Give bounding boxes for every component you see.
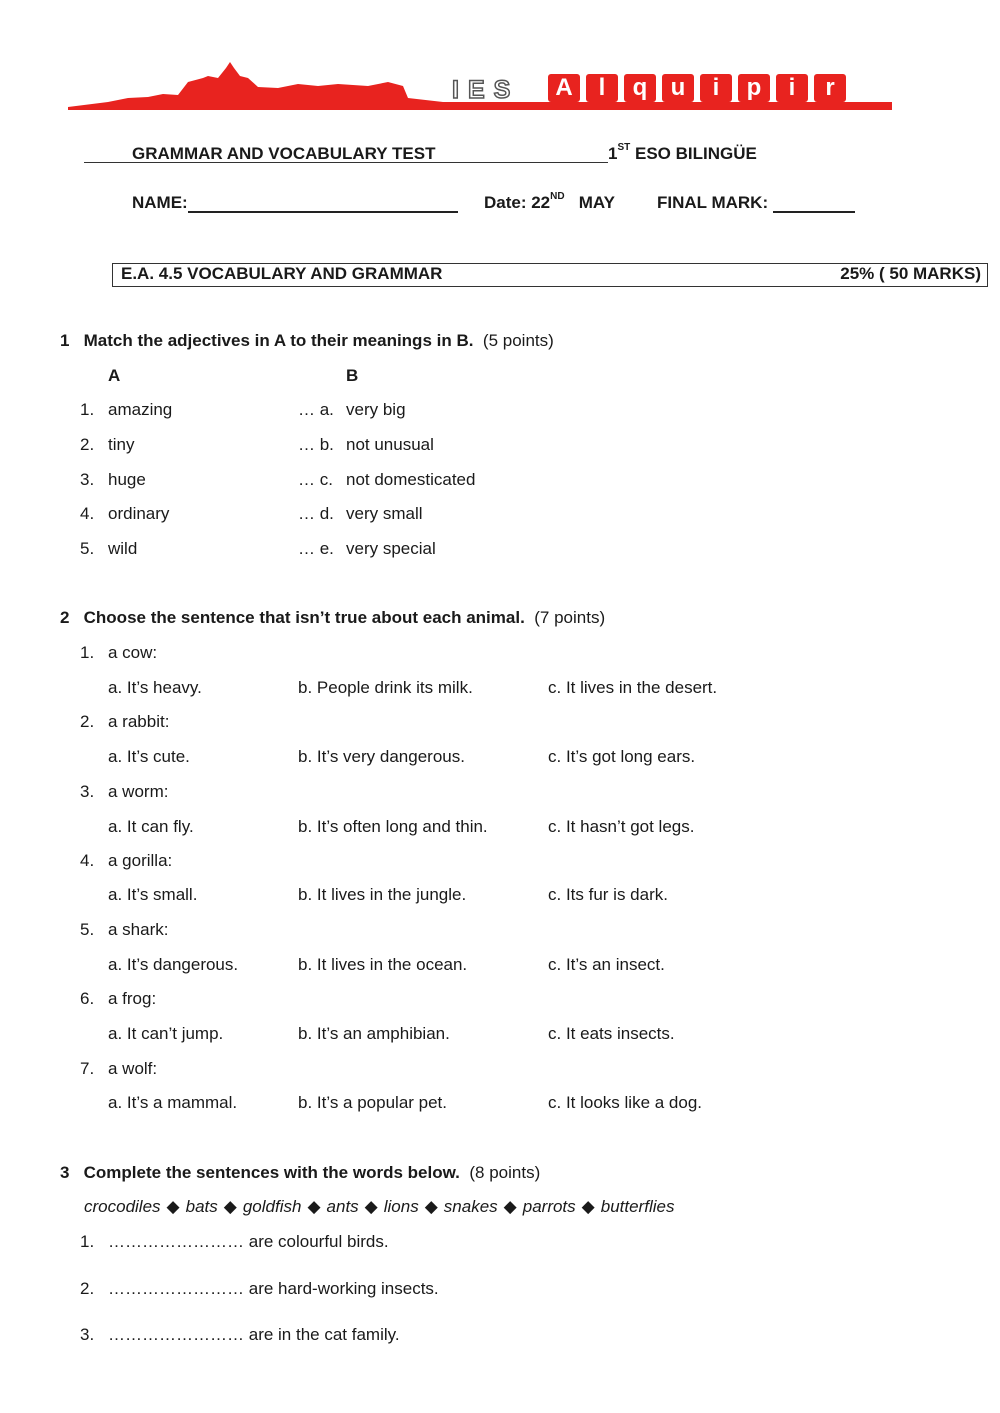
q1-col-b: B xyxy=(346,366,359,385)
date-row xyxy=(484,193,615,213)
q2-animal: a shark: xyxy=(108,920,169,939)
course-num: 1 xyxy=(608,144,618,163)
q2-option-c[interactable]: c. It lives in the desert. xyxy=(548,678,718,697)
q1-item-adjective: huge xyxy=(108,470,146,489)
q2-number: 2 xyxy=(60,608,70,627)
q2-option-c[interactable]: c. Its fur is dark. xyxy=(548,885,668,904)
q2-option-a[interactable]: a. It can’t jump. xyxy=(108,1024,224,1043)
q2-option-b[interactable]: b. People drink its milk. xyxy=(298,678,473,697)
q3-heading xyxy=(60,1163,540,1183)
q1-item-meaning: very special xyxy=(346,539,436,558)
q1-answer-slot[interactable]: … c. xyxy=(298,470,333,489)
q1-answer-slot[interactable]: … a. xyxy=(298,400,334,419)
q2-item-num: 5. xyxy=(80,920,95,939)
q2-option-b[interactable]: b. It’s very dangerous. xyxy=(298,747,465,766)
q2-option-b[interactable]: b. It lives in the ocean. xyxy=(298,955,468,974)
q1-item-adjective: tiny xyxy=(108,435,135,454)
q2-item-num: 4. xyxy=(80,851,95,870)
q2-item-num: 2. xyxy=(80,712,95,731)
q2-item-num: 6. xyxy=(80,989,95,1008)
q1-item-meaning: very small xyxy=(346,504,423,523)
q2-animal: a frog: xyxy=(108,989,157,1008)
q1-answer-slot[interactable]: … e. xyxy=(298,539,334,558)
q2-option-c[interactable]: c. It’s an insect. xyxy=(548,955,665,974)
q3-sentence-text: are colourful birds. xyxy=(248,1232,389,1251)
q2-animal: a gorilla: xyxy=(108,851,173,870)
q2-option-a[interactable]: a. It’s a mammal. xyxy=(108,1093,238,1112)
q1-item-meaning: very big xyxy=(346,400,406,419)
section-marks: 25% ( 50 MARKS) xyxy=(840,264,981,283)
q1-item-num: 1. xyxy=(80,400,95,419)
section-title: E.A. 4.5 VOCABULARY AND GRAMMAR xyxy=(121,264,443,283)
q2-animal: a wolf: xyxy=(108,1059,158,1078)
q3-number: 3 xyxy=(60,1163,70,1182)
word-bank-item: ants xyxy=(326,1197,359,1216)
course-sup: ST xyxy=(617,142,631,153)
logo-letter: u xyxy=(662,74,694,102)
logo-letter: r xyxy=(814,74,846,102)
q2-option-b[interactable]: b. It’s often long and thin. xyxy=(298,817,488,836)
q2-heading xyxy=(60,608,605,628)
q2-option-a[interactable]: a. It’s cute. xyxy=(108,747,190,766)
q3-blank[interactable]: …………………… xyxy=(108,1279,244,1298)
q1-col-a: A xyxy=(108,366,121,385)
diamond-separator-icon: ◆ xyxy=(166,1197,180,1216)
q1-item-num: 5. xyxy=(80,539,95,558)
q1-item-adjective: wild xyxy=(108,539,138,558)
name-label: NAME: xyxy=(132,193,188,212)
q2-option-a[interactable]: a. It’s heavy. xyxy=(108,678,202,697)
date-month: MAY xyxy=(578,193,615,212)
logo-letter: i xyxy=(700,74,732,102)
q1-item-adjective: amazing xyxy=(108,400,173,419)
date-label: Date: 22 xyxy=(484,193,551,212)
q1-answer-slot[interactable]: … d. xyxy=(298,504,334,523)
word-bank-item: butterflies xyxy=(600,1197,675,1216)
q1-item-meaning: not unusual xyxy=(346,435,434,454)
q3-item-num: 1. xyxy=(80,1232,95,1251)
q3-points: (8 points) xyxy=(469,1163,541,1182)
q2-title: Choose the sentence that isn’t true about each animal. xyxy=(83,608,525,627)
diamond-separator-icon: ◆ xyxy=(307,1197,321,1216)
final-mark-label: FINAL MARK: xyxy=(657,193,769,212)
q2-option-c[interactable]: c. It looks like a dog. xyxy=(548,1093,703,1112)
q3-sentence-text: are hard-working insects. xyxy=(248,1279,439,1298)
q3-title: Complete the sentences with the words below. xyxy=(83,1163,460,1182)
q1-points: (5 points) xyxy=(482,331,554,350)
word-bank-item: parrots xyxy=(522,1197,576,1216)
q2-option-b[interactable]: b. It lives in the jungle. xyxy=(298,885,467,904)
q2-option-a[interactable]: a. It’s dangerous. xyxy=(108,955,239,974)
diamond-separator-icon: ◆ xyxy=(223,1197,237,1216)
q2-option-b[interactable]: b. It’s a popular pet. xyxy=(298,1093,448,1112)
q3-sentence-text: are in the cat family. xyxy=(248,1325,400,1344)
word-bank-item: snakes xyxy=(443,1197,498,1216)
q3-sentence xyxy=(108,1279,439,1299)
q2-option-c[interactable]: c. It hasn’t got legs. xyxy=(548,817,695,836)
date-sup: ND xyxy=(550,191,565,202)
q1-item-num: 3. xyxy=(80,470,95,489)
logo-letter: q xyxy=(624,74,656,102)
q1-item-num: 2. xyxy=(80,435,95,454)
word-bank-item: bats xyxy=(185,1197,218,1216)
diamond-separator-icon: ◆ xyxy=(364,1197,378,1216)
word-bank-item: lions xyxy=(383,1197,419,1216)
q2-option-c[interactable]: c. It’s got long ears. xyxy=(548,747,696,766)
section-header-box xyxy=(112,263,988,287)
q3-item-num: 2. xyxy=(80,1279,95,1298)
q1-item-meaning: not domesticated xyxy=(346,470,476,489)
q2-option-c[interactable]: c. It eats insects. xyxy=(548,1024,675,1043)
q3-blank[interactable]: …………………… xyxy=(108,1232,244,1251)
logo-ies-text: IES xyxy=(452,76,520,104)
q3-item-num: 3. xyxy=(80,1325,95,1344)
final-mark-field[interactable] xyxy=(773,193,855,213)
q3-blank[interactable]: …………………… xyxy=(108,1325,244,1344)
word-bank-item: crocodiles xyxy=(84,1197,161,1216)
name-row xyxy=(132,193,458,213)
q1-answer-slot[interactable]: … b. xyxy=(298,435,334,454)
name-field[interactable] xyxy=(188,193,458,213)
q2-item-num: 7. xyxy=(80,1059,95,1078)
logo-letter: i xyxy=(776,74,808,102)
q2-option-a[interactable]: a. It can fly. xyxy=(108,817,194,836)
diamond-separator-icon: ◆ xyxy=(424,1197,438,1216)
diamond-separator-icon: ◆ xyxy=(503,1197,517,1216)
logo-letter: l xyxy=(586,74,618,102)
q1-number: 1 xyxy=(60,331,70,350)
q2-option-a[interactable]: a. It’s small. xyxy=(108,885,198,904)
diamond-separator-icon: ◆ xyxy=(581,1197,595,1216)
q2-animal: a worm: xyxy=(108,782,169,801)
q1-title: Match the adjectives in A to their meanings in B. xyxy=(83,331,474,350)
q2-points: (7 points) xyxy=(534,608,606,627)
q3-sentence xyxy=(108,1232,389,1252)
q3-sentence xyxy=(108,1325,400,1345)
q2-animal: a cow: xyxy=(108,643,158,662)
q1-heading xyxy=(60,331,554,351)
q2-animal: a rabbit: xyxy=(108,712,170,731)
course-rest: ESO BILINGÜE xyxy=(634,144,757,163)
q3-word-bank xyxy=(84,1197,674,1217)
course-label xyxy=(608,144,757,164)
logo-letter: p xyxy=(738,74,770,102)
test-title: GRAMMAR AND VOCABULARY TEST xyxy=(132,144,436,163)
q2-item-num: 3. xyxy=(80,782,95,801)
q1-item-num: 4. xyxy=(80,504,95,523)
q1-item-adjective: ordinary xyxy=(108,504,170,523)
final-mark-row xyxy=(657,193,855,213)
word-bank-item: goldfish xyxy=(242,1197,302,1216)
logo-brand xyxy=(548,74,846,102)
q2-option-b[interactable]: b. It’s an amphibian. xyxy=(298,1024,450,1043)
q2-item-num: 1. xyxy=(80,643,95,662)
logo-letter: A xyxy=(548,74,580,102)
